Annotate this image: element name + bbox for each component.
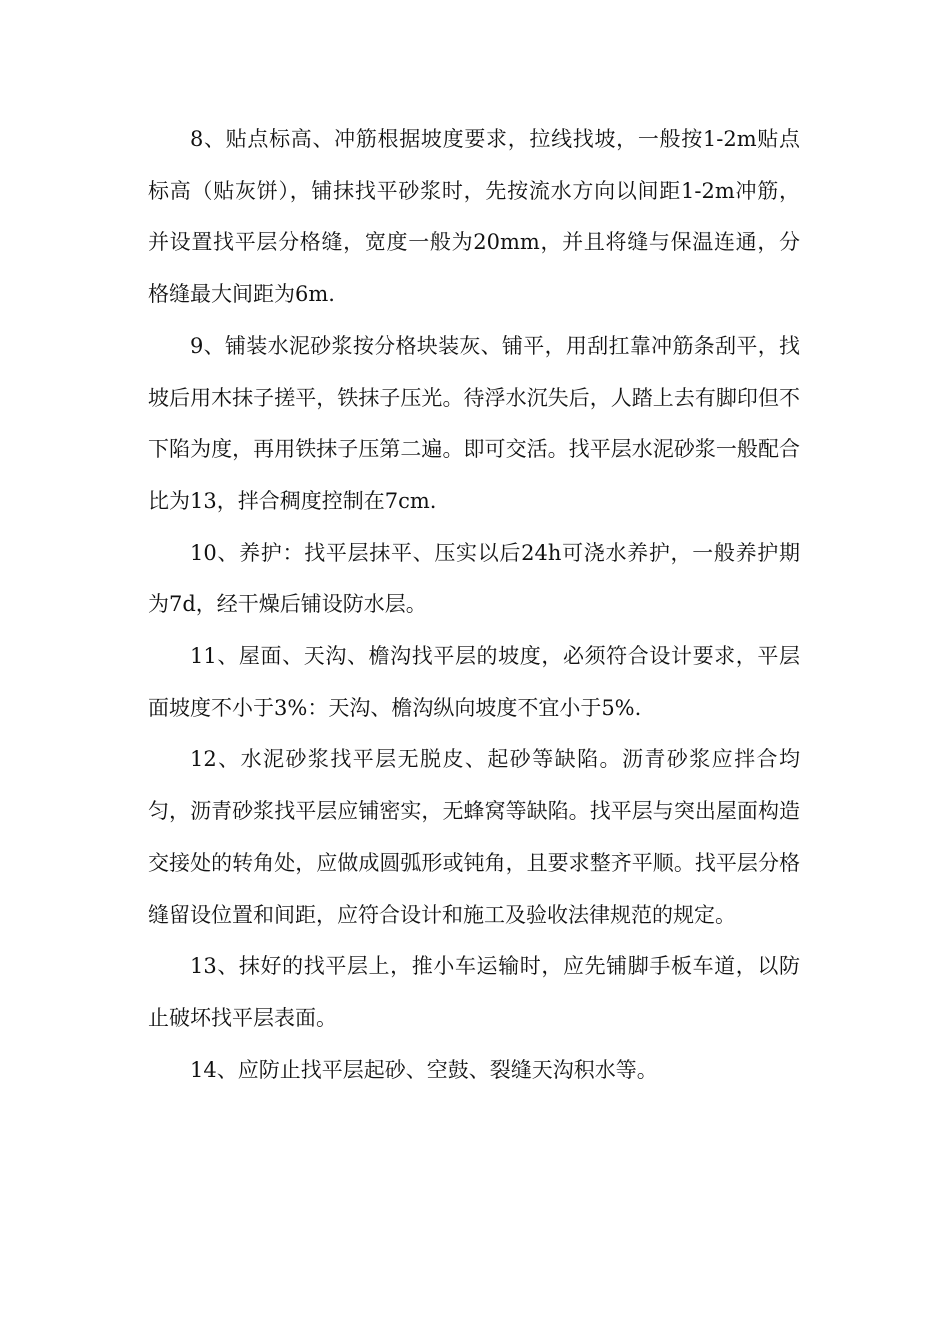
- paragraph-14: 14、应防止找平层起砂、空鼓、裂缝天沟积水等。: [190, 1057, 658, 1082]
- paragraph-8: 8、贴点标高、冲筋根据坡度要求，拉线找坡，一般按1-2m贴点标高（贴灰饼），铺抹找平砂浆时，先按流水方向以间距1-2m冲筋，并设置找平层分格缝，宽度一般为20mm，并且将缝与保温连通，分格缝最大间距为6m.: [148, 127, 800, 307]
- paragraph-13: 13、抹好的找平层上，推小车运输时，应先铺脚手板车道，以防止破坏找平层表面。: [148, 954, 800, 1030]
- paragraph-12: 12、水泥砂浆找平层无脱皮、起砂等缺陷。沥青砂浆应拌合均匀，沥青砂浆找平层应铺密实，无蜂窝等缺陷。找平层与突出屋面构造交接处的转角处，应做成圆弧形或钝角，且要求整齐平顺。找平层分格缝留设位置和间距，应符合设计和施工及验收法律规范的规定。: [148, 747, 800, 927]
- paragraph-10: 10、养护：找平层抹平、压实以后24h可浇水养护，一般养护期为7d，经干燥后铺设防水层。: [148, 540, 800, 617]
- paragraph-11: 11、屋面、天沟、檐沟找平层的坡度，必须符合设计要求，平层面坡度不小于3%：天沟、檐沟纵向坡度不宜小于5%.: [148, 644, 800, 720]
- paragraph-9: 9、铺装水泥砂浆按分格块装灰、铺平，用刮扛靠冲筋条刮平，找坡后用木抹子搓平，铁抹子压光。待浮水沉失后，人踏上去有脚印但不下陷为度，再用铁抹子压第二遍。即可交活。找平层水泥砂浆一般配合比为13，拌合稠度控制在7cm.: [148, 333, 800, 513]
- document-body: [148, 114, 800, 1096]
